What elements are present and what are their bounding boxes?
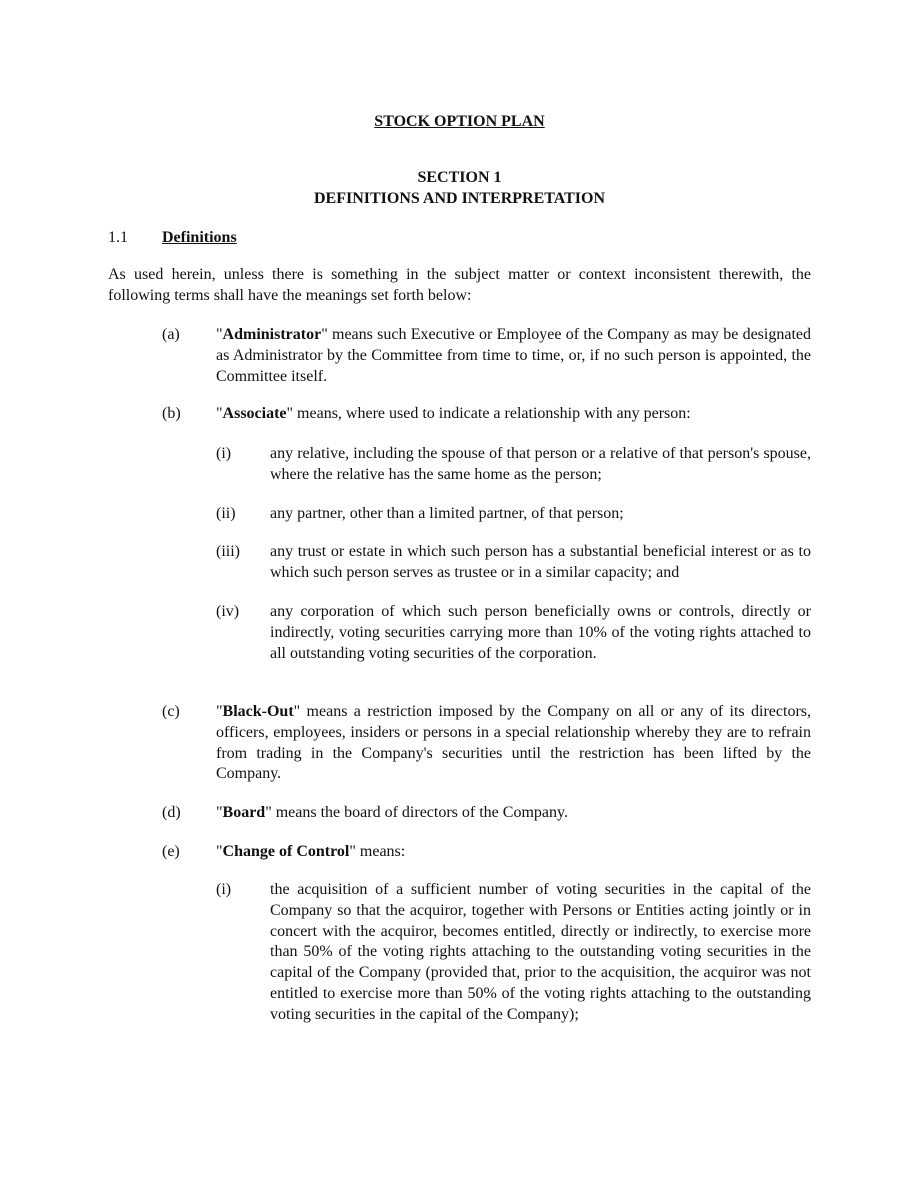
quote-open: " bbox=[216, 843, 223, 860]
definition-label: (c) bbox=[162, 703, 180, 720]
section-heading bbox=[108, 167, 811, 209]
definition-text bbox=[216, 842, 811, 863]
quote-close: " bbox=[286, 405, 294, 422]
subitem-label: (iv) bbox=[216, 603, 240, 620]
document-title: STOCK OPTION PLAN bbox=[374, 113, 545, 130]
subitem-label: (i) bbox=[216, 881, 232, 898]
quote-close: " bbox=[265, 804, 272, 821]
subitem-label: (ii) bbox=[216, 505, 236, 522]
definition-body: means: bbox=[355, 843, 406, 860]
definition-text bbox=[216, 803, 811, 824]
definition-text bbox=[216, 325, 811, 387]
definition-label: (d) bbox=[162, 804, 181, 821]
subitem-text: the acquisition of a sufficient number of voting securities in the capital of the Company so that the acquiror, together with Persons or Entities acting jointly or in concert with the acquiror, becomes entitled, directly or indirectly, to exercise more than 50% of the voting rights attaching to the outstanding voting securities in the capital of the Company (provided that, prior to the acquisition, the acquiror was not entitled to exercise more than 50% of the voting rights attaching to the outstanding voting securities in the capital of the Company); bbox=[270, 881, 811, 1023]
definition-label: (e) bbox=[162, 843, 180, 860]
subitem-text: any trust or estate in which such person has a substantial beneficial interest or as to which such person serves as trustee or in a similar capacity; and bbox=[270, 543, 811, 581]
subsection-number: 1.1 bbox=[108, 229, 128, 246]
definition-label: (a) bbox=[162, 326, 180, 343]
section-number: SECTION 1 bbox=[417, 169, 502, 186]
definition-term: Black-Out bbox=[222, 703, 294, 720]
quote-close: " bbox=[321, 326, 328, 343]
definition-body: means the board of directors of the Company. bbox=[271, 804, 568, 821]
intro-paragraph: As used herein, unless there is something in the subject matter or context inconsistent therewith, the following terms shall have the meanings set forth below: bbox=[108, 266, 811, 304]
quote-open: " bbox=[216, 326, 223, 343]
subitem-text: any partner, other than a limited partner, of that person; bbox=[270, 505, 624, 522]
quote-close: " bbox=[293, 703, 301, 720]
definition-body: means such Executive or Employee of the Company as may be designated as Administrator by the Committee from time to time, or, if no such person is appointed, the Committee itself. bbox=[216, 326, 811, 385]
section-title: DEFINITIONS AND INTERPRETATION bbox=[313, 190, 605, 207]
quote-open: " bbox=[216, 703, 223, 720]
subitem-text: any corporation of which such person beneficially owns or controls, directly or indirectly, voting securities carrying more than 10% of the voting rights attached to all outstanding voting securities of the corporation. bbox=[270, 603, 811, 662]
definition-text bbox=[216, 702, 811, 785]
quote-open: " bbox=[216, 804, 223, 821]
definition-body: means, where used to indicate a relationship with any person: bbox=[293, 405, 691, 422]
definition-term: Change of Control bbox=[222, 843, 350, 860]
definition-term: Associate bbox=[222, 405, 287, 422]
quote-close: " bbox=[349, 843, 356, 860]
quote-open: " bbox=[216, 405, 223, 422]
definition-term: Board bbox=[222, 804, 266, 821]
subitem-text: any relative, including the spouse of that person or a relative of that person's spouse, where the relative has the same home as the person; bbox=[270, 445, 811, 483]
definition-label: (b) bbox=[162, 405, 181, 422]
subsection-title: Definitions bbox=[162, 229, 237, 246]
definition-text bbox=[216, 404, 811, 425]
subitem-label: (iii) bbox=[216, 543, 240, 560]
subitem-label: (i) bbox=[216, 445, 232, 462]
definition-body: means a restriction imposed by the Company on all or any of its directors, officers, employees, insiders or persons in a special relationship whereby they are to refrain from trading in the Company's securities until the restriction has been lifted by the Company. bbox=[216, 703, 811, 783]
definition-term: Administrator bbox=[222, 326, 322, 343]
